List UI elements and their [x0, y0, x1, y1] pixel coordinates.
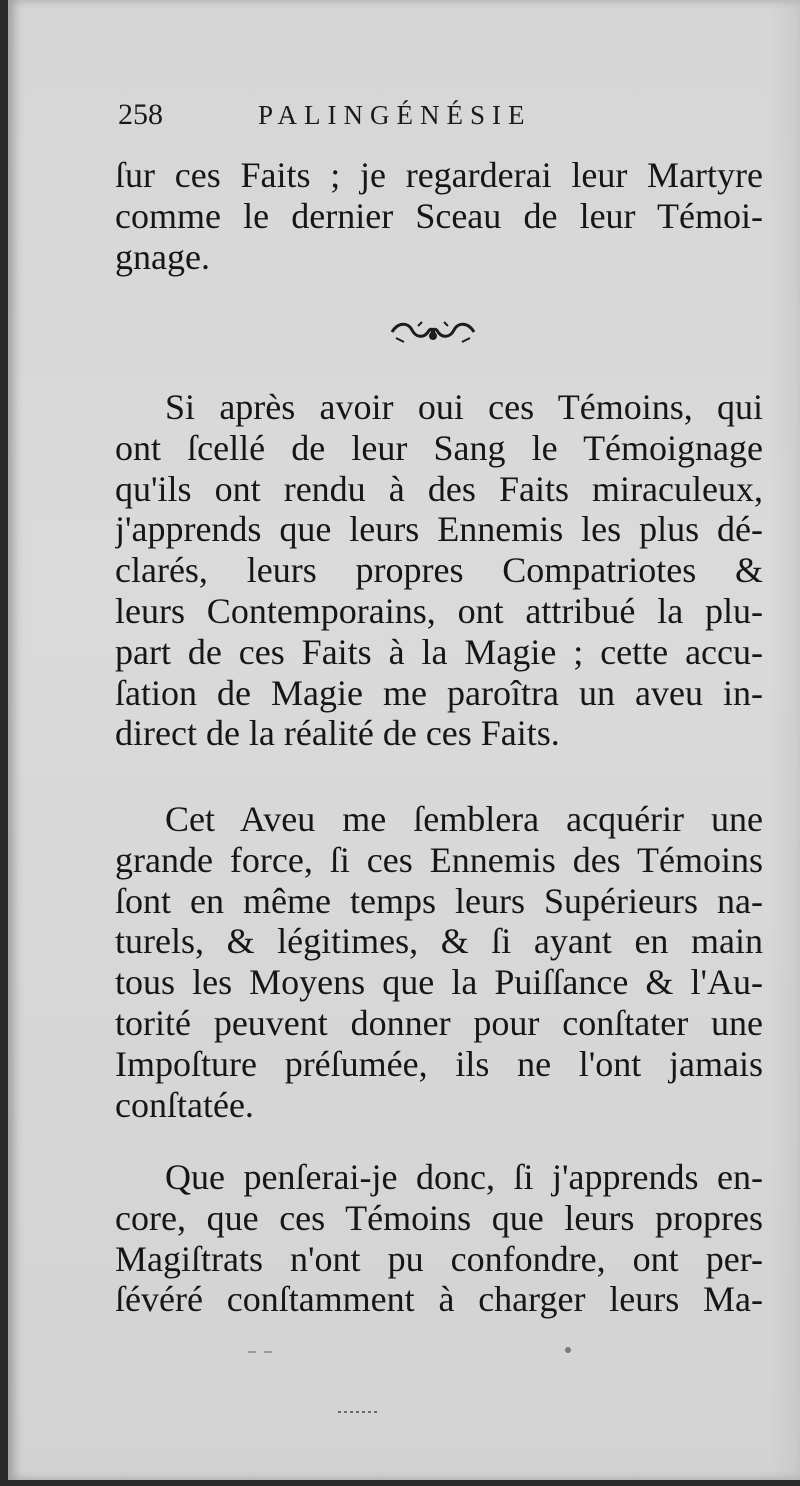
page-number: 258 [118, 98, 163, 131]
paragraph-1 [115, 155, 763, 277]
text-line: leurs Contemporains, ont attribué la plu- [115, 590, 763, 631]
text-line: turels, & légitimes, & ſi ayant en main [115, 921, 763, 962]
text-line: part de ces Faits à la Magie ; cette accu- [115, 631, 763, 672]
text-line: gnage. [115, 236, 210, 277]
text-line: ſont en même temps leurs Supérieurs na- [115, 880, 763, 921]
text-line: ſévéré conſtamment à charger leurs Ma- [115, 1279, 763, 1320]
bleed-through-marks [238, 1340, 598, 1420]
paragraph-4 [115, 1157, 763, 1320]
text-line: Si après avoir oui ces Témoins, qui [165, 387, 763, 427]
text-line: torité peuvent donner pour conſtater une [115, 1002, 763, 1043]
text-line: Que penſerai-je donc, ſi j'apprends en- [165, 1157, 763, 1197]
text-line: clarés, leurs propres Compatriotes & [115, 550, 763, 591]
text-line: core, que ces Témoins que leurs propres [115, 1197, 763, 1238]
text-line: j'apprends que leurs Ennemis les plus dé- [115, 509, 763, 550]
text-line: tous les Moyens que la Puiſſance & l'Au- [115, 962, 763, 1003]
paragraph-3 [115, 799, 763, 1125]
text-line: Impoſture préſumée, ils ne l'ont jamais [115, 1043, 763, 1084]
ornament-fleuron-icon [388, 318, 478, 348]
text-line: conſtatée. [115, 1084, 254, 1125]
book-page [8, 0, 800, 1480]
text-line: ſation de Magie me paroîtra un aveu in- [115, 672, 763, 713]
page-header [108, 98, 748, 138]
text-line: Cet Aveu me ſemblera acquérir une [165, 799, 763, 839]
text-line: direct de la réalité de ces Faits. [115, 713, 560, 754]
text-line: comme le dernier Sceau de leur Témoi- [115, 195, 763, 236]
text-line: Magiſtrats n'ont pu confondre, ont per- [115, 1238, 763, 1279]
paragraph-2 [115, 387, 763, 754]
text-line: ſur ces Faits ; je regarderai leur Martyre [115, 155, 763, 195]
text-line: ont ſcellé de leur Sang le Témoignage [115, 427, 763, 468]
text-line: qu'ils ont rendu à des Faits miraculeux, [115, 468, 763, 509]
running-title: PALINGÉNÉSIE [258, 100, 532, 130]
text-line: grande force, ſi ces Ennemis des Témoins [115, 839, 763, 880]
